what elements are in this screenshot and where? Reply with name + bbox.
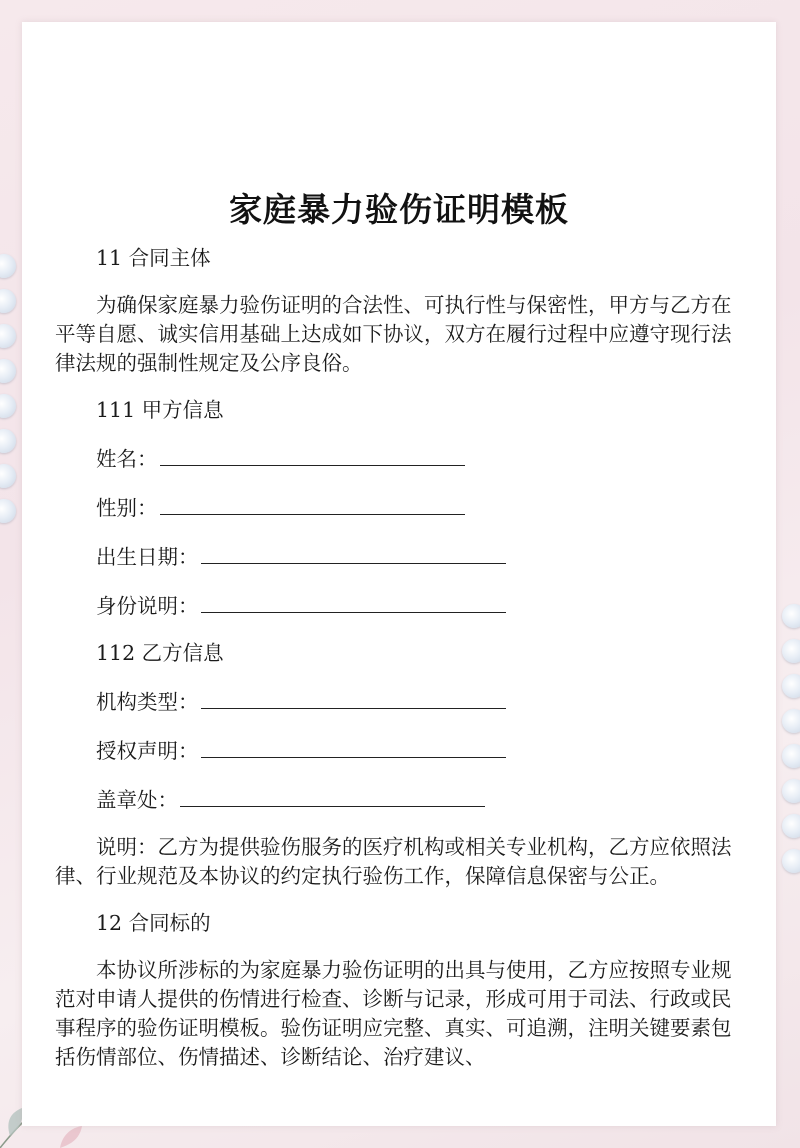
binder-ring xyxy=(782,709,800,733)
paragraph: 为确保家庭暴力验伤证明的合法性、可执行性与保密性，甲方与乙方在平等自愿、诚实信用基础上达成如下协议，双方在履行过程中应遵守现行法律法规的强制性规定及公序良俗。 xyxy=(55,293,732,375)
binder-ring xyxy=(0,499,16,523)
binder-ring xyxy=(0,464,16,488)
field-row xyxy=(55,735,745,766)
binder-ring xyxy=(782,779,800,803)
seal-blank[interactable] xyxy=(180,784,485,807)
binder-ring xyxy=(782,639,800,663)
binder-ring xyxy=(0,394,16,418)
field-label: 出生日期： xyxy=(96,545,199,569)
field-label: 性别： xyxy=(96,496,158,520)
identity-blank[interactable] xyxy=(201,590,506,613)
field-label: 姓名： xyxy=(96,447,158,471)
field-row xyxy=(55,541,745,572)
org-type-blank[interactable] xyxy=(201,686,506,709)
field-label: 盖章处： xyxy=(96,788,178,812)
binder-ring xyxy=(0,289,16,313)
binder-ring xyxy=(782,604,800,628)
field-label: 身份说明： xyxy=(96,594,199,618)
binder-ring xyxy=(0,254,16,278)
name-blank[interactable] xyxy=(160,443,465,466)
authorization-blank[interactable] xyxy=(201,735,506,758)
binder-ring xyxy=(782,814,800,838)
field-label: 机构类型： xyxy=(96,690,199,714)
binder-ring xyxy=(0,359,16,383)
section-heading: 111 甲方信息 xyxy=(96,398,224,422)
section-heading: 112 乙方信息 xyxy=(96,641,224,665)
paragraph: 说明：乙方为提供验伤服务的医疗机构或相关专业机构，乙方应依照法律、行业规范及本协议的约定执行验伤工作，保障信息保密与公正。 xyxy=(55,835,732,888)
section-heading: 11 合同主体 xyxy=(96,246,211,270)
field-row xyxy=(55,686,745,717)
section-heading: 12 合同标的 xyxy=(96,911,211,935)
binder-ring xyxy=(0,324,16,348)
binder-ring xyxy=(782,744,800,768)
binder-ring xyxy=(782,849,800,873)
field-row xyxy=(55,443,745,474)
field-row xyxy=(55,784,745,815)
document-title: 家庭暴力验伤证明模板 xyxy=(229,190,569,229)
document-body xyxy=(55,244,745,1072)
field-row xyxy=(55,590,745,621)
gender-blank[interactable] xyxy=(160,492,465,515)
field-row xyxy=(55,492,745,523)
document-page xyxy=(22,22,776,1126)
binder-ring xyxy=(782,674,800,698)
birthdate-blank[interactable] xyxy=(201,541,506,564)
binder-ring xyxy=(0,429,16,453)
paragraph: 本协议所涉标的为家庭暴力验伤证明的出具与使用，乙方应按照专业规范对申请人提供的伤情进行检查、诊断与记录，形成可用于司法、行政或民事程序的验伤证明模板。验伤证明应完整、真实、可追溯，注明关键要素包括伤情部位、伤情描述、诊断结论、治疗建议、 xyxy=(55,958,732,1069)
field-label: 授权声明： xyxy=(96,739,199,763)
